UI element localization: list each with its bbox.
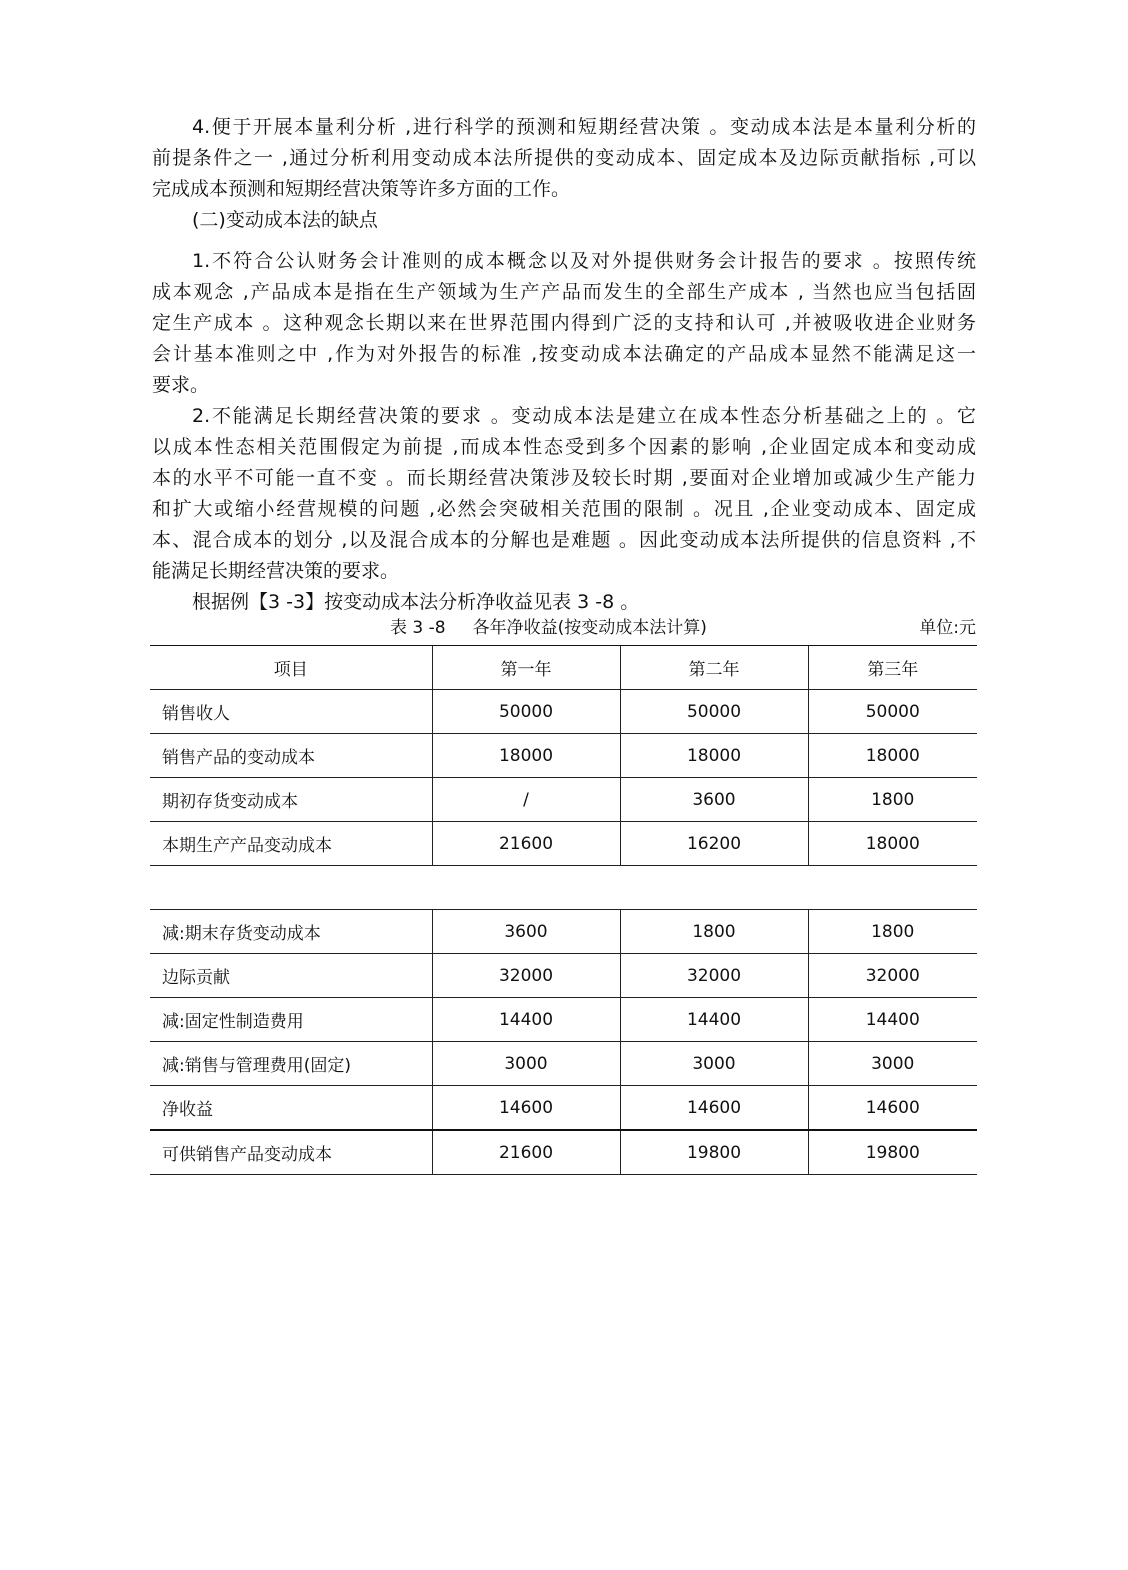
cell-value: 14600 — [808, 1086, 977, 1131]
table-row — [150, 822, 977, 866]
cell-value: 21600 — [432, 822, 620, 866]
text-line: 根据例【3 -3】按变动成本法分析净收益见表 3 -8 。 — [192, 591, 640, 613]
cell-value: 3600 — [620, 778, 808, 822]
cell-value: 50000 — [620, 690, 808, 734]
table-unit: 单位:元 — [919, 618, 976, 638]
row-label: 可供销售产品变动成本 — [150, 1130, 432, 1175]
text-line: 和扩大或缩小经营规模的问题 ,必然会突破相关范围的限制 。况且 ,企业变动成本、固定成 — [152, 498, 976, 520]
cell-value: 14400 — [808, 998, 977, 1042]
row-label — [150, 866, 432, 910]
cell-value: 18000 — [620, 734, 808, 778]
cell-value: 1800 — [808, 778, 977, 822]
row-label: 本期生产产品变动成本 — [150, 822, 432, 866]
cell-value: 16200 — [620, 822, 808, 866]
cell-value: 50000 — [432, 690, 620, 734]
cell-value — [432, 866, 620, 910]
cell-value: 14600 — [620, 1086, 808, 1131]
text-line: 会计基本准则之中 ,作为对外报告的标准 ,按变动成本法确定的产品成本显然不能满足这一 — [152, 343, 976, 365]
cell-value — [620, 866, 808, 910]
row-label: 期初存货变动成本 — [150, 778, 432, 822]
table-row — [150, 954, 977, 998]
table-row — [150, 690, 977, 734]
table-row — [150, 734, 977, 778]
cell-value: 1800 — [808, 910, 977, 954]
paragraph — [152, 587, 976, 618]
cell-value: 19800 — [620, 1130, 808, 1175]
cell-value: 14400 — [620, 998, 808, 1042]
row-label: 销售产品的变动成本 — [150, 734, 432, 778]
cell-value: 50000 — [808, 690, 977, 734]
text-line: 完成成本预测和短期经营决策等许多方面的工作。 — [152, 178, 571, 200]
cell-value: / — [432, 778, 620, 822]
column-header: 项目 — [150, 646, 432, 690]
text-line: (二)变动成本法的缺点 — [192, 209, 378, 231]
cell-value: 3000 — [620, 1042, 808, 1086]
paragraph — [152, 112, 976, 205]
table-row — [150, 778, 977, 822]
cell-value: 18000 — [808, 734, 977, 778]
text-line: 成本观念 ,产品成本是指在生产领域为生产产品而发生的全部生产成本 , 当然也应当包括固 — [152, 281, 976, 303]
cell-value: 32000 — [620, 954, 808, 998]
row-label: 边际贡献 — [150, 954, 432, 998]
table-row — [150, 910, 977, 954]
table-header-row — [150, 646, 977, 690]
text-line: 本、混合成本的划分 ,以及混合成本的分解也是难题 。因此变动成本法所提供的信息资料 ,不 — [152, 529, 976, 551]
text-line: 前提条件之一 ,通过分析利用变动成本法所提供的变动成本、固定成本及边际贡献指标 ,可以 — [152, 147, 976, 169]
cell-value: 3600 — [432, 910, 620, 954]
paragraph — [152, 401, 976, 587]
section-heading — [152, 205, 976, 236]
table-caption-row — [152, 615, 976, 641]
cell-value: 32000 — [432, 954, 620, 998]
cell-value: 14600 — [432, 1086, 620, 1131]
cell-value: 21600 — [432, 1130, 620, 1175]
table-caption: 表 3 -8 各年净收益(按变动成本法计算) — [390, 618, 707, 638]
table-row — [150, 998, 977, 1042]
cell-value: 14400 — [432, 998, 620, 1042]
cell-value — [808, 866, 977, 910]
row-label: 减:固定性制造费用 — [150, 998, 432, 1042]
row-label: 销售收人 — [150, 690, 432, 734]
column-header: 第三年 — [808, 646, 977, 690]
cell-value: 18000 — [432, 734, 620, 778]
paragraph — [152, 246, 976, 401]
cell-value: 3000 — [808, 1042, 977, 1086]
text-line: 定生产成本 。这种观念长期以来在世界范围内得到广泛的支持和认可 ,并被吸收进企业财务 — [152, 312, 976, 334]
text-line: 能满足长期经营决策的要求。 — [152, 560, 400, 582]
text-line: 要求。 — [152, 374, 210, 396]
row-label: 净收益 — [150, 1086, 432, 1131]
cell-value: 18000 — [808, 822, 977, 866]
body-text — [152, 112, 976, 618]
text-line: 1.不符合公认财务会计准则的成本概念以及对外提供财务会计报告的要求 。按照传统 — [192, 250, 976, 272]
column-header: 第二年 — [620, 646, 808, 690]
row-label: 减:期末存货变动成本 — [150, 910, 432, 954]
table-spacer-row — [150, 866, 977, 910]
text-line: 2.不能满足长期经营决策的要求 。变动成本法是建立在成本性态分析基础之上的 。它 — [192, 405, 976, 427]
cell-value: 3000 — [432, 1042, 620, 1086]
table-row — [150, 1086, 977, 1131]
cell-value: 1800 — [620, 910, 808, 954]
text-line: 4.便于开展本量利分析 ,进行科学的预测和短期经营决策 。变动成本法是本量利分析的 — [192, 116, 976, 138]
cell-value: 32000 — [808, 954, 977, 998]
row-label: 减:销售与管理费用(固定) — [150, 1042, 432, 1086]
net-income-table — [150, 645, 977, 1175]
cell-value: 19800 — [808, 1130, 977, 1175]
table-row — [150, 1042, 977, 1086]
column-header: 第一年 — [432, 646, 620, 690]
text-line: 以成本性态相关范围假定为前提 ,而成本性态受到多个因素的影响 ,企业固定成本和变动成 — [152, 436, 976, 458]
text-line: 本的水平不可能一直不变 。而长期经营决策涉及较长时期 ,要面对企业增加或减少生产能力 — [152, 467, 976, 489]
table-row — [150, 1130, 977, 1175]
